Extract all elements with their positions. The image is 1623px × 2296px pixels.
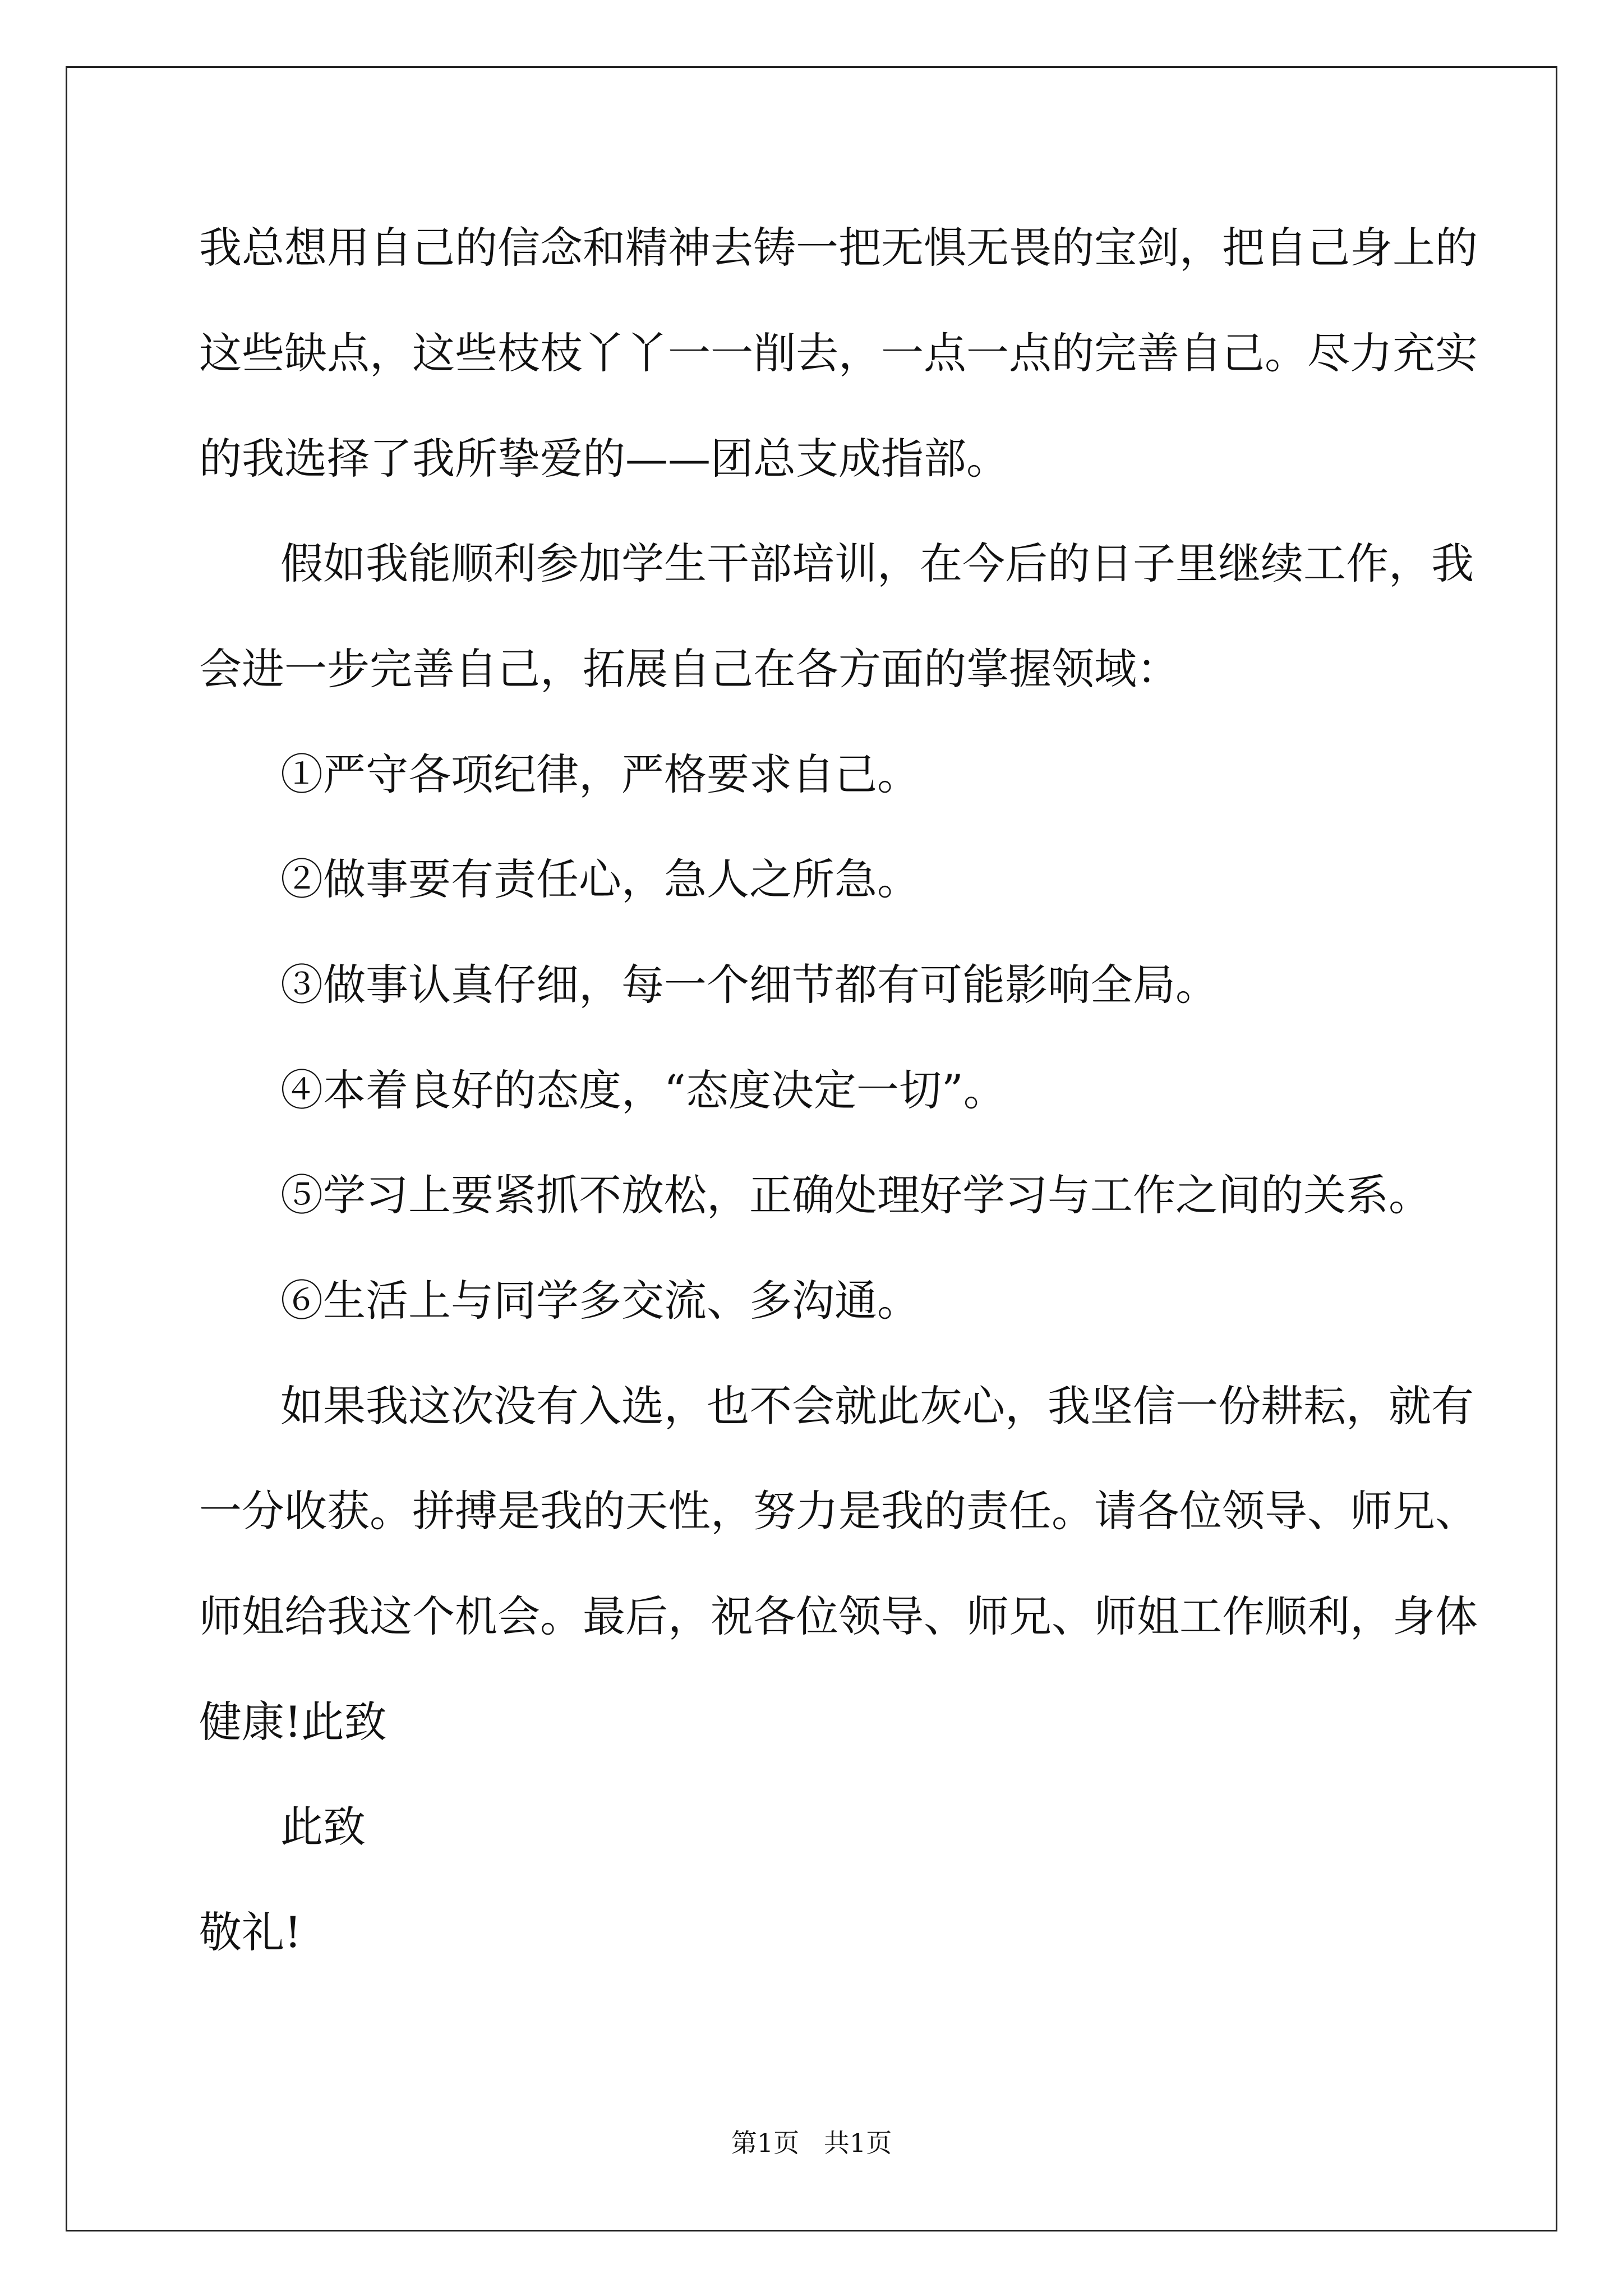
body-line-4: 假如我能顺利参加学生干部培训，在今后的日子里继续工作，我 bbox=[280, 539, 1474, 588]
list-item-2: ②做事要有责任心，急人之所急。 bbox=[280, 854, 920, 904]
list-item-1: ①严守各项纪律，严格要求自己。 bbox=[280, 749, 920, 799]
closing-regards: 敬礼! bbox=[199, 1907, 302, 1957]
body-line-14: 师姐给我这个机会。最后，祝各位领导、师兄、师姐工作顺利，身体 bbox=[199, 1591, 1478, 1641]
closing-salutation: 此致 bbox=[280, 1802, 366, 1852]
page-number-footer: 第1页 共1页 bbox=[731, 2128, 892, 2158]
body-line-3: 的我选择了我所挚爱的——团总支成指部。 bbox=[199, 434, 1009, 484]
list-item-4: ④本着良好的态度，“态度决定一切”。 bbox=[280, 1065, 1006, 1115]
list-item-3: ③做事认真仔细，每一个细节都有可能影响全局。 bbox=[280, 960, 1218, 1010]
body-line-1: 我总想用自己的信念和精神去铸一把无惧无畏的宝剑，把自己身上的 bbox=[199, 223, 1478, 273]
body-line-15: 健康!此致 bbox=[199, 1697, 387, 1747]
body-line-2: 这些缺点，这些枝枝丫丫一一削去，一点一点的完善自己。尽力充实 bbox=[199, 328, 1478, 378]
list-item-5: ⑤学习上要紧抓不放松，正确处理好学习与工作之间的关系。 bbox=[280, 1170, 1431, 1220]
body-line-5: 会进一步完善自己，拓展自己在各方面的掌握领域： bbox=[199, 644, 1179, 694]
body-line-12: 如果我这次没有入选，也不会就此灰心，我坚信一份耕耘，就有 bbox=[280, 1381, 1474, 1431]
list-item-6: ⑥生活上与同学多交流、多沟通。 bbox=[280, 1276, 920, 1326]
body-line-13: 一分收获。拼搏是我的天性，努力是我的责任。请各位领导、师兄、 bbox=[199, 1486, 1478, 1536]
